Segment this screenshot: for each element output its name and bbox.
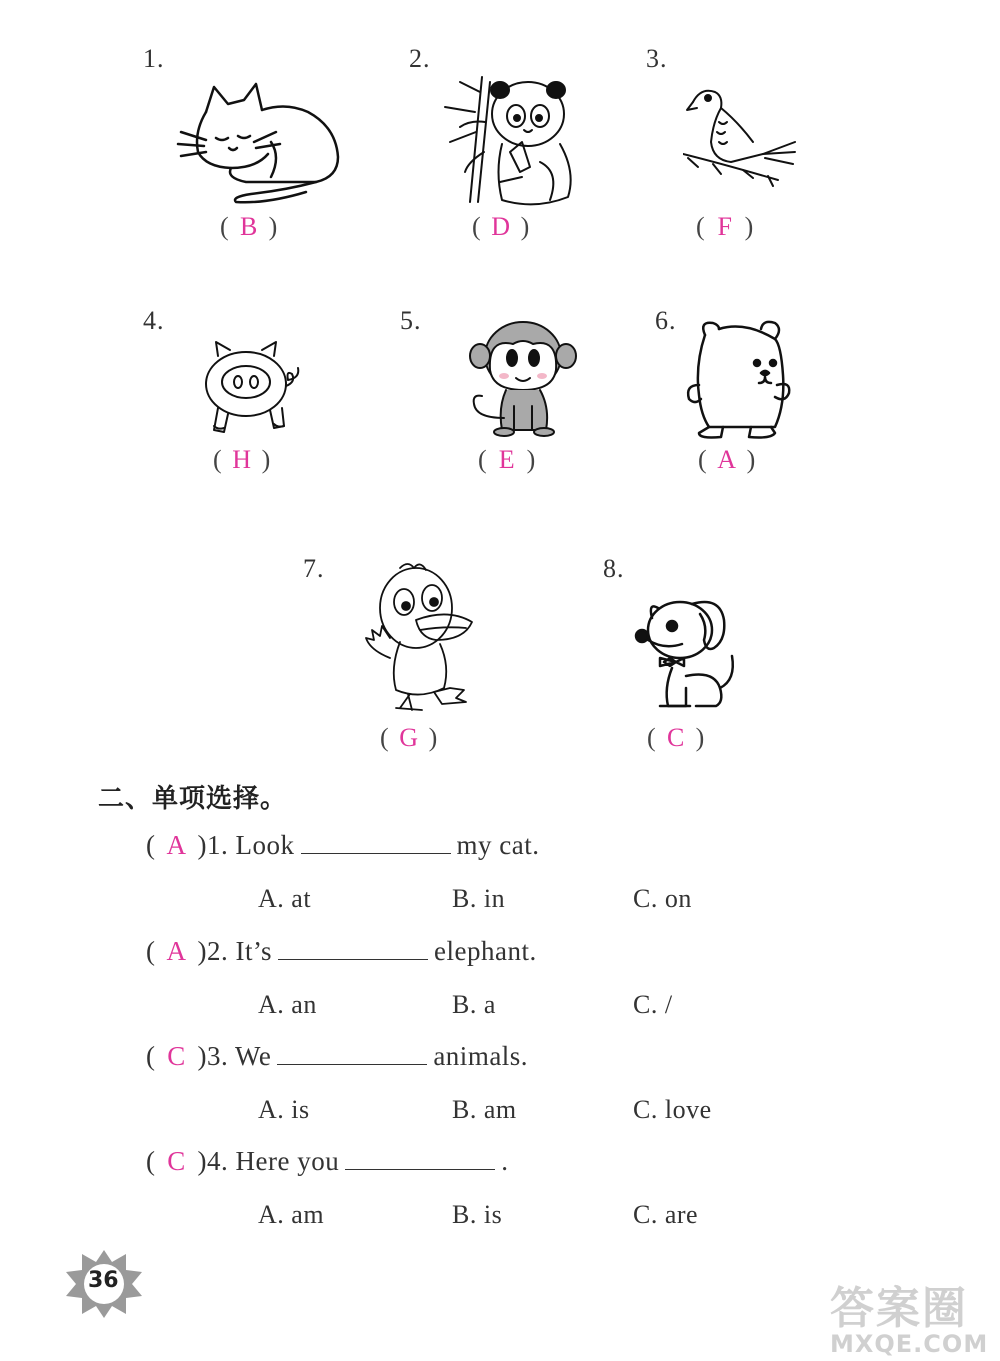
item-number: 1. bbox=[143, 44, 165, 73]
answer-letter: A bbox=[166, 830, 187, 860]
option: A. am bbox=[258, 1200, 325, 1229]
watermark-logo bbox=[830, 1272, 995, 1357]
option: B. a bbox=[452, 990, 496, 1019]
answer-letter: H bbox=[232, 445, 252, 474]
question-text-after: my cat. bbox=[456, 830, 540, 860]
panda-icon bbox=[440, 72, 580, 212]
item-number: 4. bbox=[143, 306, 165, 335]
option: C. on bbox=[633, 884, 692, 913]
question-number: )4. bbox=[197, 1146, 229, 1176]
monkey-icon bbox=[468, 318, 578, 438]
item-number: 5. bbox=[400, 306, 422, 335]
question-number: )3. bbox=[197, 1041, 229, 1071]
question-text-before: Here you bbox=[235, 1146, 340, 1176]
answer-bracket: ( E ) bbox=[478, 445, 536, 474]
answer-letter: C bbox=[667, 723, 685, 752]
question-number: )2. bbox=[197, 936, 229, 966]
question-text-after: . bbox=[501, 1146, 509, 1176]
question-text-before: Look bbox=[235, 830, 295, 860]
item-number: 2. bbox=[409, 44, 431, 73]
question-3: ( C )3. We animals. bbox=[146, 1041, 529, 1071]
page-number: 36 bbox=[88, 1268, 119, 1293]
question-text-before: We bbox=[235, 1041, 272, 1071]
answer-blank[interactable] bbox=[345, 1147, 495, 1170]
answer-bracket: ( F ) bbox=[696, 212, 754, 241]
answer-blank[interactable] bbox=[278, 937, 428, 960]
answer-bracket: ( C ) bbox=[647, 723, 705, 752]
answer-bracket: ( A ) bbox=[698, 445, 756, 474]
question-1: ( A )1. Look my cat. bbox=[146, 830, 540, 860]
question-4: ( C )4. Here you . bbox=[146, 1146, 509, 1176]
answer-bracket: ( H ) bbox=[213, 445, 271, 474]
dog-icon bbox=[630, 596, 745, 714]
answer-letter: A bbox=[166, 936, 187, 966]
option: B. in bbox=[452, 884, 506, 913]
answer-letter: C bbox=[167, 1041, 186, 1071]
question-text-before: It’s bbox=[235, 936, 273, 966]
pig-icon bbox=[200, 338, 305, 438]
watermark-url: MXQE.COM bbox=[830, 1330, 989, 1358]
question-number: )1. bbox=[197, 830, 229, 860]
answer-blank[interactable] bbox=[301, 831, 451, 854]
answer-bracket: ( D ) bbox=[472, 212, 530, 241]
option: C. love bbox=[633, 1095, 712, 1124]
answer-letter: F bbox=[717, 212, 732, 241]
item-number: 6. bbox=[655, 306, 677, 335]
cat-icon bbox=[176, 82, 346, 207]
answer-letter: C bbox=[167, 1146, 186, 1176]
bear-icon bbox=[685, 315, 795, 440]
item-number: 7. bbox=[303, 554, 325, 583]
option: A. at bbox=[258, 884, 312, 913]
answer-bracket: ( B ) bbox=[220, 212, 278, 241]
answer-letter: E bbox=[498, 445, 515, 474]
answer-bracket: ( G ) bbox=[380, 723, 438, 752]
answer-letter: A bbox=[717, 445, 737, 474]
question-text-after: elephant. bbox=[434, 936, 537, 966]
option: B. am bbox=[452, 1095, 517, 1124]
question-2: ( A )2. It’s elephant. bbox=[146, 936, 537, 966]
answer-letter: G bbox=[399, 723, 419, 752]
watermark-text: 答案圈 bbox=[830, 1283, 968, 1334]
item-number: 8. bbox=[603, 554, 625, 583]
answer-letter: D bbox=[491, 212, 511, 241]
item-number: 3. bbox=[646, 44, 668, 73]
answer-blank[interactable] bbox=[277, 1042, 427, 1065]
question-text-after: animals. bbox=[433, 1041, 529, 1071]
option: C. / bbox=[633, 990, 673, 1019]
option: A. is bbox=[258, 1095, 310, 1124]
bird-icon bbox=[683, 82, 798, 202]
answer-letter: B bbox=[240, 212, 258, 241]
option: C. are bbox=[633, 1200, 699, 1229]
option: B. is bbox=[452, 1200, 503, 1229]
section-title: 二、单项选择。 bbox=[98, 784, 288, 814]
option: A. an bbox=[258, 990, 317, 1019]
duck-icon bbox=[360, 558, 475, 718]
